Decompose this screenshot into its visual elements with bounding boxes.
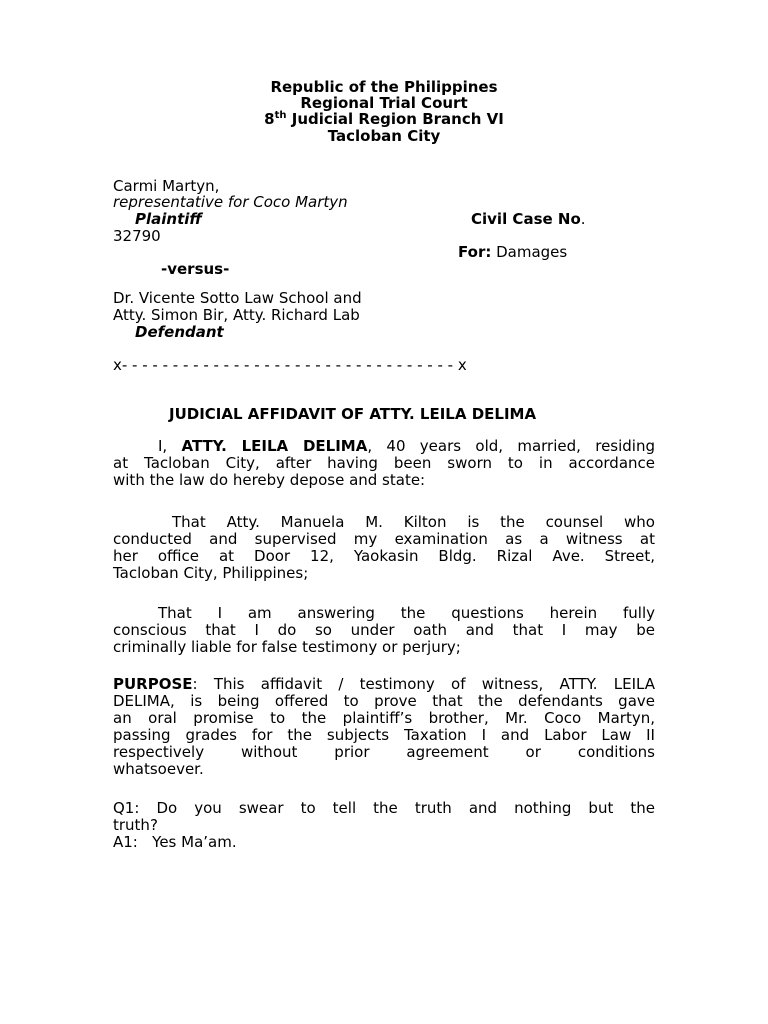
header-region: 8th Judicial Region Branch VI xyxy=(264,110,504,128)
intro-line-2: at Tacloban City, after having been sworn to in accordance xyxy=(113,454,655,472)
plaintiff-representative: representative for Coco Martyn xyxy=(113,193,348,211)
for-damages: For: Damages xyxy=(458,243,568,261)
purpose-line-3: an oral promise to the plaintiff’s brother, Mr. Coco Martyn, xyxy=(113,709,655,727)
purpose-line-4: passing grades for the subjects Taxation I and Labor Law II xyxy=(113,726,655,744)
intro-line-3: with the law do hereby depose and state: xyxy=(113,471,426,489)
defendant-label: Defendant xyxy=(135,323,224,341)
header-court: Regional Trial Court xyxy=(300,94,468,112)
question-1-line-2: truth? xyxy=(113,816,158,834)
case-number: 32790 xyxy=(113,227,161,245)
answer-1: A1: Yes Ma’am. xyxy=(113,833,237,851)
counsel-line-2: conducted and supervised my examination as a witness at xyxy=(113,530,655,548)
oath-line-2: conscious that I do so under oath and that I may be xyxy=(113,621,655,639)
purpose-line-2: DELIMA, is being offered to prove that the defendants gave xyxy=(113,692,655,710)
question-1-line-1: Q1: Do you swear to tell the truth and nothing but the xyxy=(113,799,655,817)
header-city: Tacloban City xyxy=(327,127,441,145)
intro-line-1: I, ATTY. LEILA DELIMA, 40 years old, married, residing xyxy=(158,437,655,455)
purpose-line-5: respectively without prior agreement or conditions xyxy=(113,743,655,761)
header-republic: Republic of the Philippines xyxy=(270,78,498,96)
purpose-paragraph xyxy=(113,676,655,778)
affidavit-title: JUDICIAL AFFIDAVIT OF ATTY. LEILA DELIMA xyxy=(169,405,537,423)
defendant-line-1: Dr. Vicente Sotto Law School and xyxy=(113,289,362,307)
versus: -versus- xyxy=(161,260,230,278)
plaintiff-label: Plaintiff xyxy=(135,210,202,228)
intro-paragraph xyxy=(113,438,655,489)
paragraph-oath xyxy=(113,605,655,656)
oath-line-3: criminally liable for false testimony or perjury; xyxy=(113,638,461,656)
question-answer-block xyxy=(113,800,655,851)
plaintiff-name: Carmi Martyn, xyxy=(113,177,220,195)
counsel-line-3: her office at Door 12, Yaokasin Bldg. Rizal Ave. Street, xyxy=(113,547,655,565)
purpose-line-6: whatsoever. xyxy=(113,760,204,778)
oath-line-1: That I am answering the questions herein fully xyxy=(158,604,655,622)
counsel-line-4: Tacloban City, Philippines; xyxy=(113,564,309,582)
paragraph-counsel xyxy=(113,514,655,582)
defendant-line-2: Atty. Simon Bir, Atty. Richard Lab xyxy=(113,306,360,324)
civil-case-label: Civil Case No. xyxy=(471,210,586,228)
caption-separator: x- - - - - - - - - - - - - - - - - - - - - - - - - - - - - - - - - x xyxy=(113,356,467,374)
purpose-line-1: PURPOSE: This affidavit / testimony of witness, ATTY. LEILA xyxy=(113,675,655,693)
counsel-line-1: That Atty. Manuela M. Kilton is the counsel who xyxy=(172,513,655,531)
